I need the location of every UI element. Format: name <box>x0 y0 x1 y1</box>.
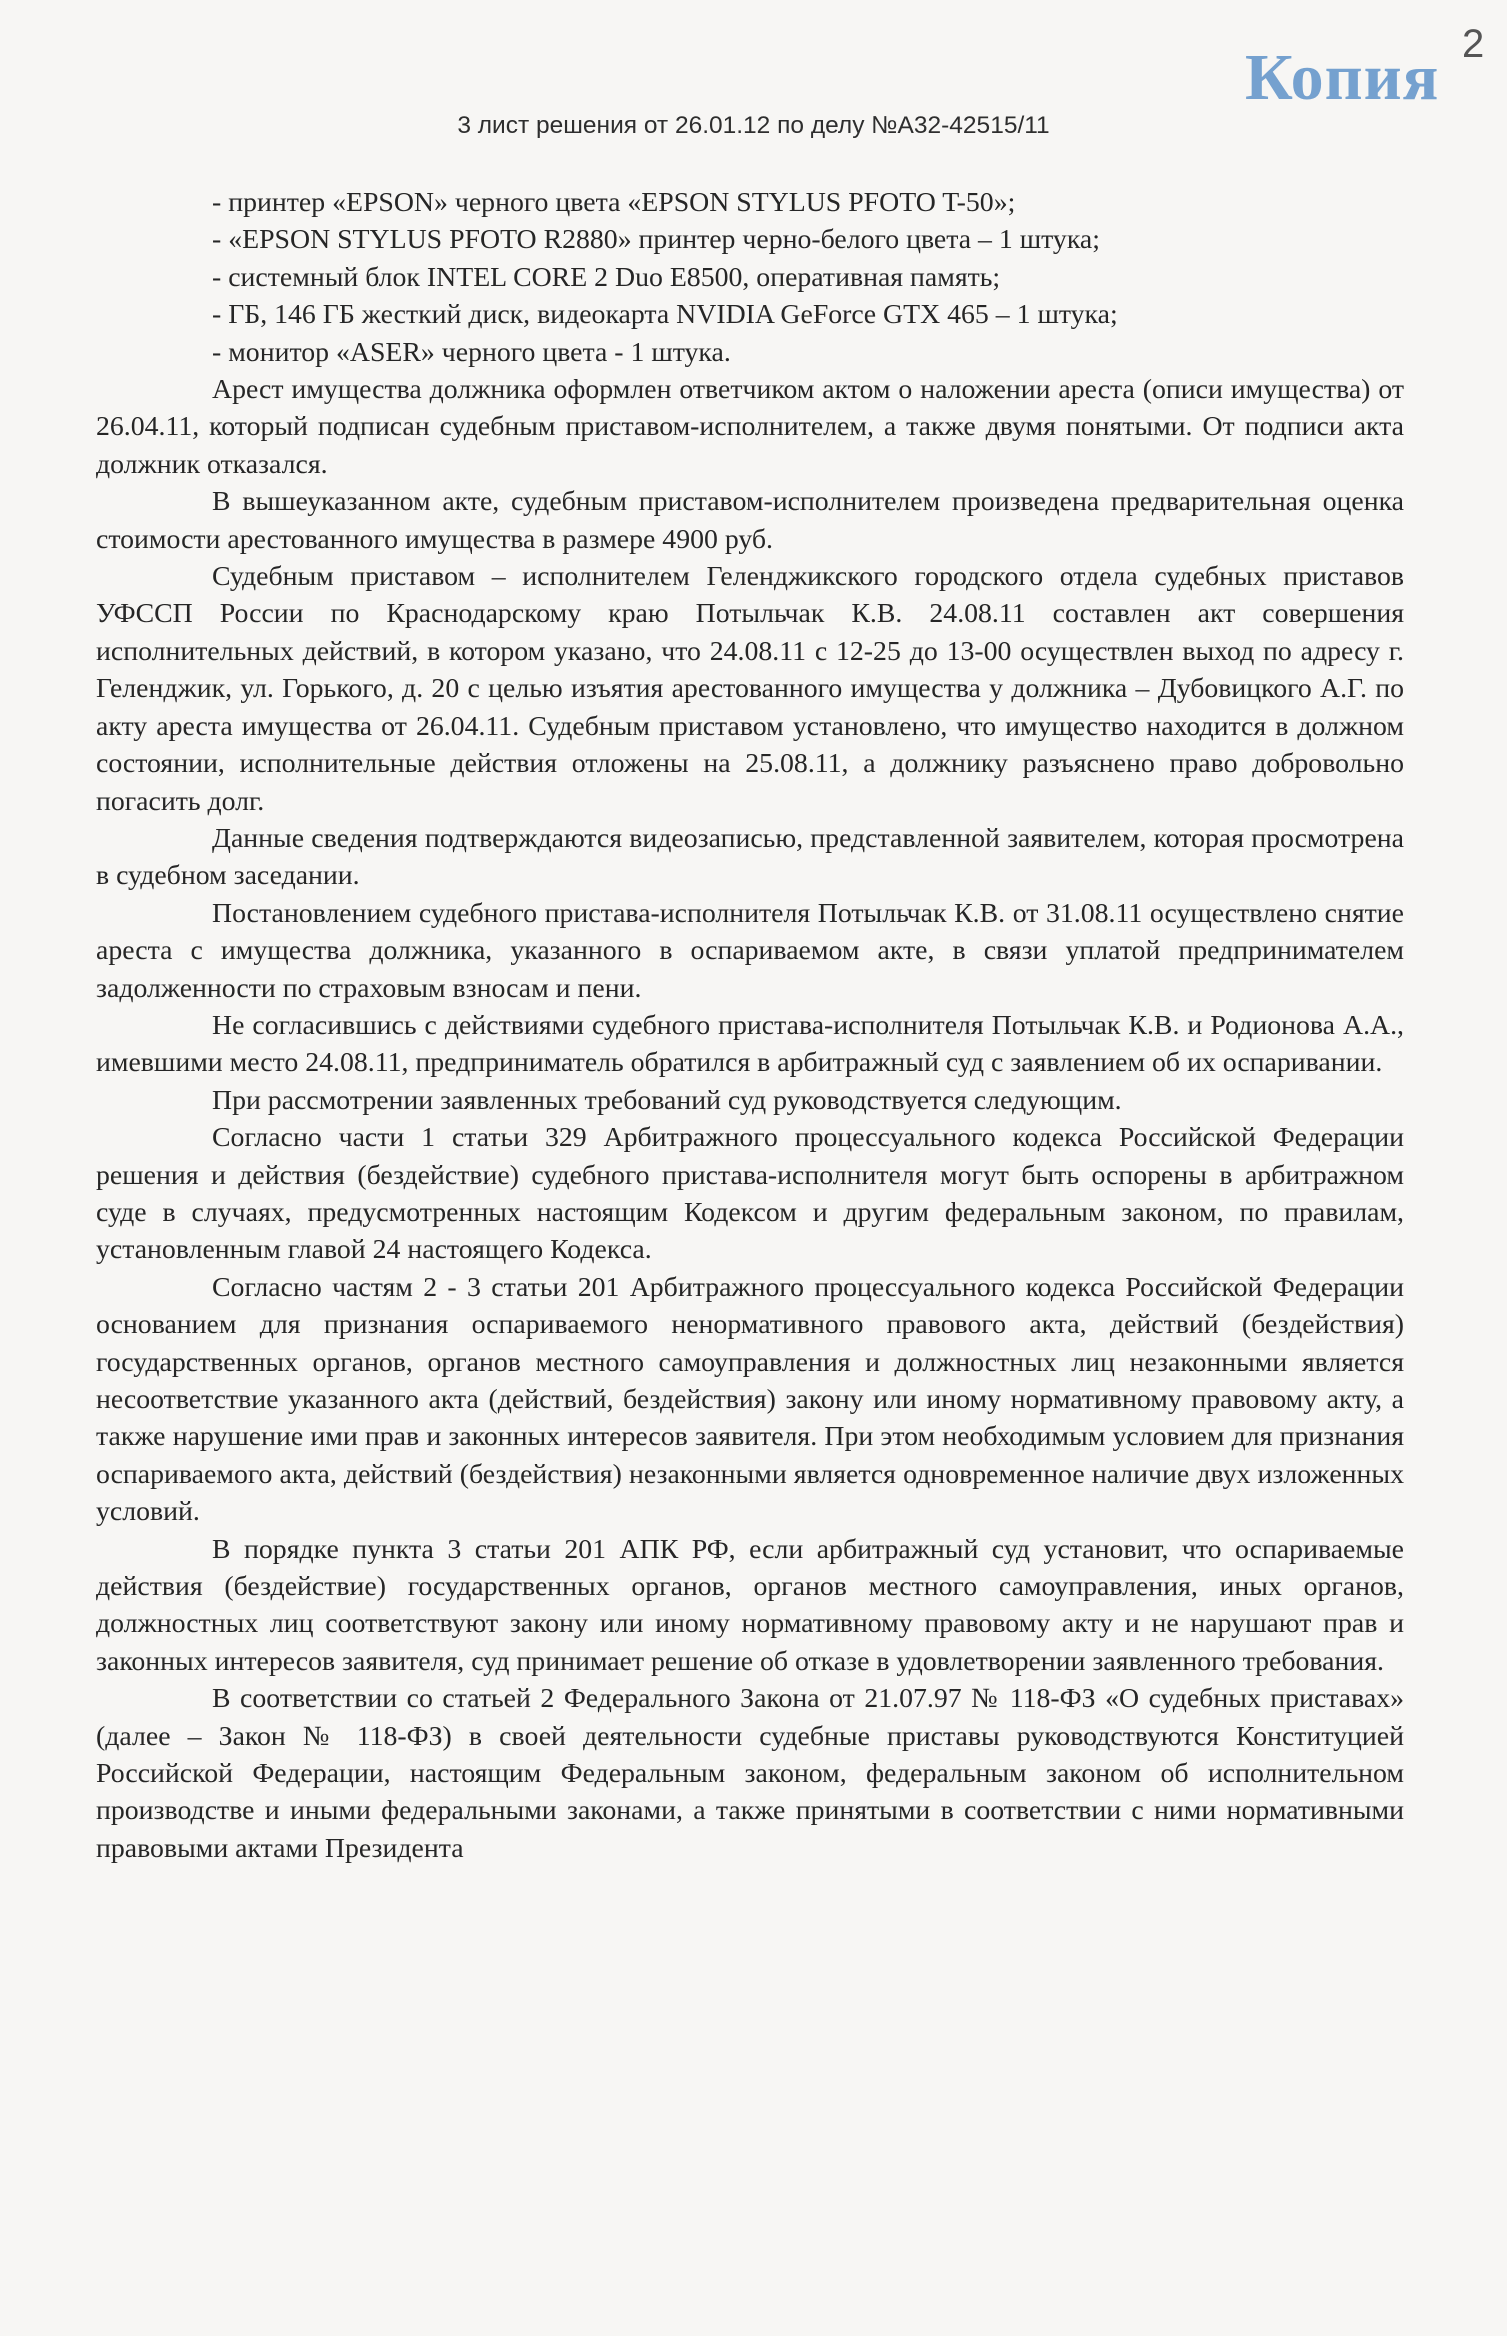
paragraph: Не согласившись с действиями судебного пристава-исполнителя Потыльчак К.В. и Родионова А.А., имевшими место 24.08.11, предприниматель обратился в арбитражный суд с заявлением об их оспаривании. <box>96 1009 1404 1079</box>
list-item: - монитор «ASER» черного цвета - 1 штука. <box>212 336 731 368</box>
list-item: - «EPSON STYLUS PFOTO R2880» принтер черно-белого цвета – 1 штука; <box>212 224 1100 256</box>
list-item: - ГБ, 146 ГБ жесткий диск, видеокарта NVIDIA GeForce GTX 465 – 1 штука; <box>212 299 1118 331</box>
paragraph: Арест имущества должника оформлен ответчиком актом о наложении ареста (описи имущества) от 26.04.11, который подписан судебным приставом-исполнителем, а также двумя понятыми. От подписи акта должник отказался. <box>96 374 1404 480</box>
paragraph: При рассмотрении заявленных требований суд руководствуется следующим. <box>212 1084 1122 1116</box>
list-item: - системный блок INTEL CORE 2 Duo E8500, оперативная память; <box>212 261 1001 293</box>
page-number: 2 <box>1462 22 1485 66</box>
page-header: 3 лист решения от 26.01.12 по делу №А32-42515/11 <box>457 112 1050 139</box>
paragraph: В порядке пункта 3 статьи 201 АПК РФ, если арбитражный суд установит, что оспариваемые действия (бездействие) государственных органов, органов местного самоуправления, иных органов, должностных лиц соответствуют закону или иному нормативному правовому акту и не нарушают прав и законных интересов заявителя, суд принимает решение об отказе в удовлетворении заявленного требования. <box>96 1533 1404 1677</box>
paragraph: Судебным приставом – исполнителем Геленджикского городского отдела судебных приставов УФССП России по Краснодарскому краю Потыльчак К.В. 24.08.11 составлен акт совершения исполнительных действий, в котором указано, что 24.08.11 с 12-25 до 13-00 осуществлен выход по адресу г. Геленджик, ул. Горького, д. 20 с целью изъятия арестованного имущества у должника – Дубовицкого А.Г. по акту ареста имущества от 26.04.11. Судебным приставом установлено, что имущество находится в должном состоянии, исполнительные действия отложены на 25.08.11, а должнику разъяснено право добровольно погасить долг. <box>96 561 1404 817</box>
paragraph: В вышеуказанном акте, судебным приставом-исполнителем произведена предварительная оценка стоимости арестованного имущества в размере 4900 руб. <box>96 486 1404 555</box>
paragraph: Согласно части 1 статьи 329 Арбитражного процессуального кодекса Российской Федерации решения и действия (бездействие) судебного пристава-исполнителя могут быть оспорены в арбитражном суде в случаях, предусмотренных настоящим Кодексом и другим федеральным законом, по правилам, установленным главой 24 настоящего Кодекса. <box>96 1122 1404 1266</box>
list-item: - принтер «EPSON» черного цвета «EPSON STYLUS PFOTO T-50»; <box>212 187 1016 218</box>
paragraph: Согласно частям 2 - 3 статьи 201 Арбитражного процессуального кодекса Российской Федерации основанием для признания оспариваемого ненормативного правового акта, действий (бездействия) государственных органов, органов местного самоуправления и должностных лиц незаконными является несоответствие указанного акта (действий, бездействия) закону или иному нормативному правовому акту, а также нарушение ими прав и законных интересов заявителя. При этом необходимым условием для признания оспариваемого акта, действий (бездействия) незаконными является одновременное наличие двух изложенных условий. <box>96 1271 1404 1528</box>
paragraph: В соответствии со статьей 2 Федерального Закона от 21.07.97 № 118-ФЗ «О судебных приставах» (далее – Закон № 118-ФЗ) в своей деятельности судебные приставы руководствуются Конституцией Российской Федерации, настоящим Федеральным законом, федеральным законом об исполнительном производстве и иными федеральными законами, а также принятыми в соответствии с ними нормативными правовыми актами Президента <box>96 1683 1404 1864</box>
paragraph: Постановлением судебного пристава-исполнителя Потыльчак К.В. от 31.08.11 осуществлено снятие ареста с имущества должника, указанного в оспариваемом акте, в связи уплатой предпринимателем задолженности по страховым взносам и пени. <box>96 897 1404 1004</box>
paragraph: Данные сведения подтверждаются видеозаписью, представленной заявителем, которая просмотрена в судебном заседании. <box>96 822 1404 892</box>
copy-stamp: Копия <box>1245 41 1440 114</box>
property-list <box>212 184 1404 371</box>
document-body <box>96 184 1404 1867</box>
